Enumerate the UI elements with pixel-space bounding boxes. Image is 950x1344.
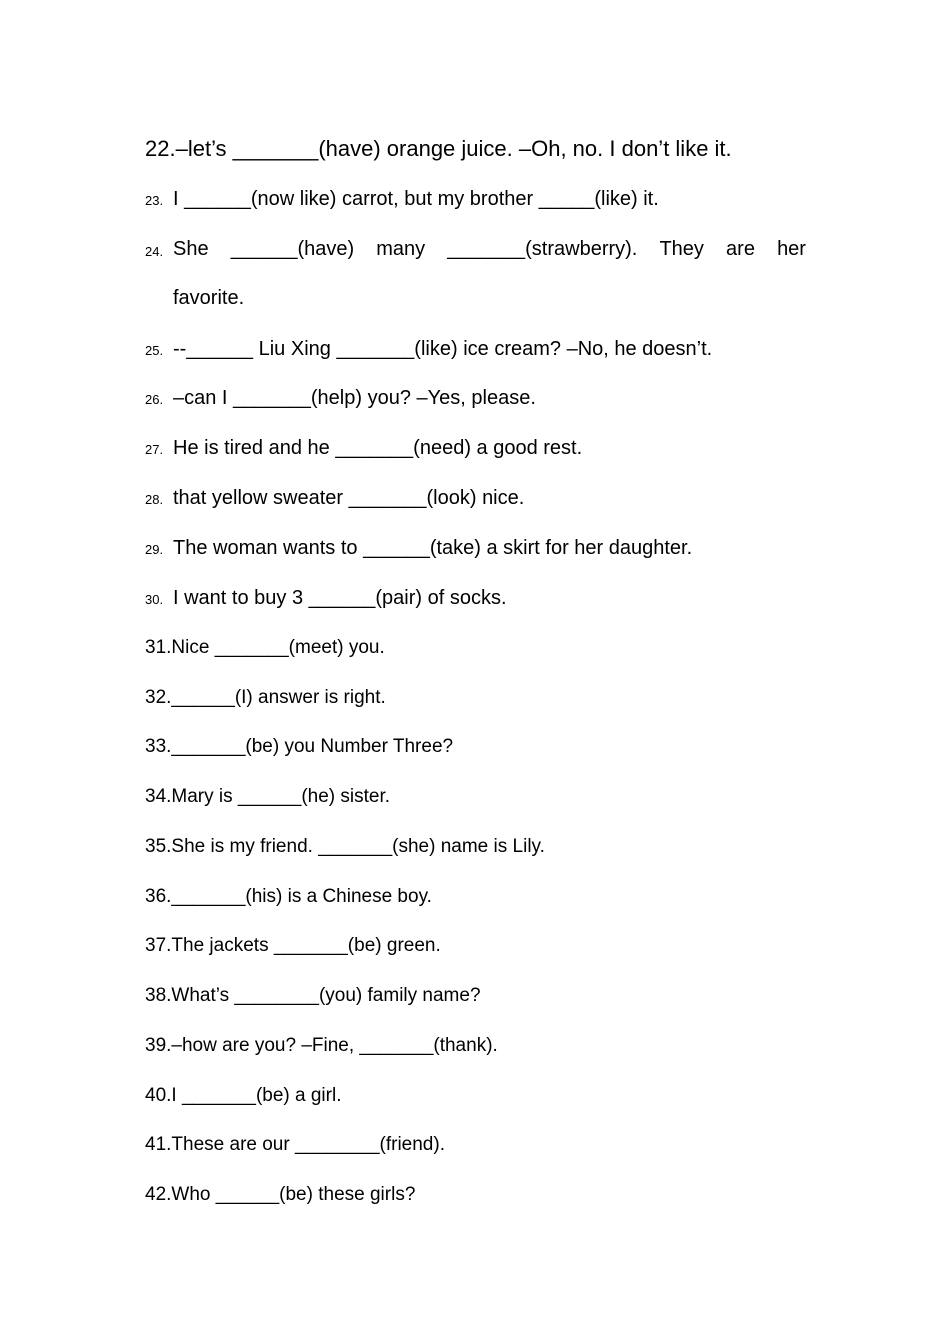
question-number: 25. — [145, 343, 164, 358]
question-30 — [145, 587, 806, 610]
question-33: 33._______(be) you Number Three? — [145, 736, 454, 757]
question-text: I want to buy 3 ______(pair) of socks. — [173, 587, 507, 609]
question-text-line-2: favorite. — [173, 287, 245, 309]
question-number: 24. — [145, 244, 164, 259]
question-22 — [145, 136, 806, 162]
question-number: 27. — [145, 442, 164, 457]
question-text: He is tired and he _______(need) a good rest. — [173, 437, 583, 459]
question-39: 39.–how are you? –Fine, _______(thank). — [145, 1035, 498, 1056]
question-38: 38.What’s ________(you) family name? — [145, 985, 481, 1006]
question-23 — [145, 188, 806, 211]
question-36: 36._______(his) is a Chinese boy. — [145, 886, 432, 907]
question-32: 32.______(I) answer is right. — [145, 687, 386, 708]
question-40: 40.I _______(be) a girl. — [145, 1085, 342, 1106]
question-24-continuation — [173, 287, 834, 310]
question-text: –can I _______(help) you? –Yes, please. — [173, 387, 536, 409]
question-number: 22. — [145, 136, 176, 161]
question-37: 37.The jackets _______(be) green. — [145, 935, 441, 956]
question-number: 28. — [145, 492, 164, 507]
question-29 — [145, 537, 806, 560]
question-number: 30. — [145, 592, 164, 607]
question-text: I ______(now like) carrot, but my brother _____(like) it. — [173, 188, 659, 210]
question-number: 23. — [145, 193, 164, 208]
question-number: 29. — [145, 542, 164, 557]
question-text: The woman wants to ______(take) a skirt for her daughter. — [173, 537, 693, 559]
question-text: --______ Liu Xing _______(like) ice cream? –No, he doesn’t. — [173, 338, 713, 360]
question-number: 26. — [145, 392, 164, 407]
question-31: 31.Nice _______(meet) you. — [145, 637, 385, 658]
question-26 — [145, 387, 806, 410]
question-41: 41.These are our ________(friend). — [145, 1134, 445, 1155]
question-42: 42.Who ______(be) these girls? — [145, 1184, 416, 1205]
question-25 — [145, 338, 806, 361]
question-28 — [145, 487, 806, 510]
question-text: –let’s _______(have) orange juice. –Oh, no. I don’t like it. — [175, 136, 732, 161]
question-35: 35.She is my friend. _______(she) name is Lily. — [145, 836, 545, 857]
question-34: 34.Mary is ______(he) sister. — [145, 786, 391, 807]
question-text: that yellow sweater _______(look) nice. — [173, 487, 525, 509]
question-27 — [145, 437, 806, 460]
question-text-line-1: She ______(have) many _______(strawberry). They are her — [173, 238, 806, 260]
question-24 — [145, 238, 806, 261]
